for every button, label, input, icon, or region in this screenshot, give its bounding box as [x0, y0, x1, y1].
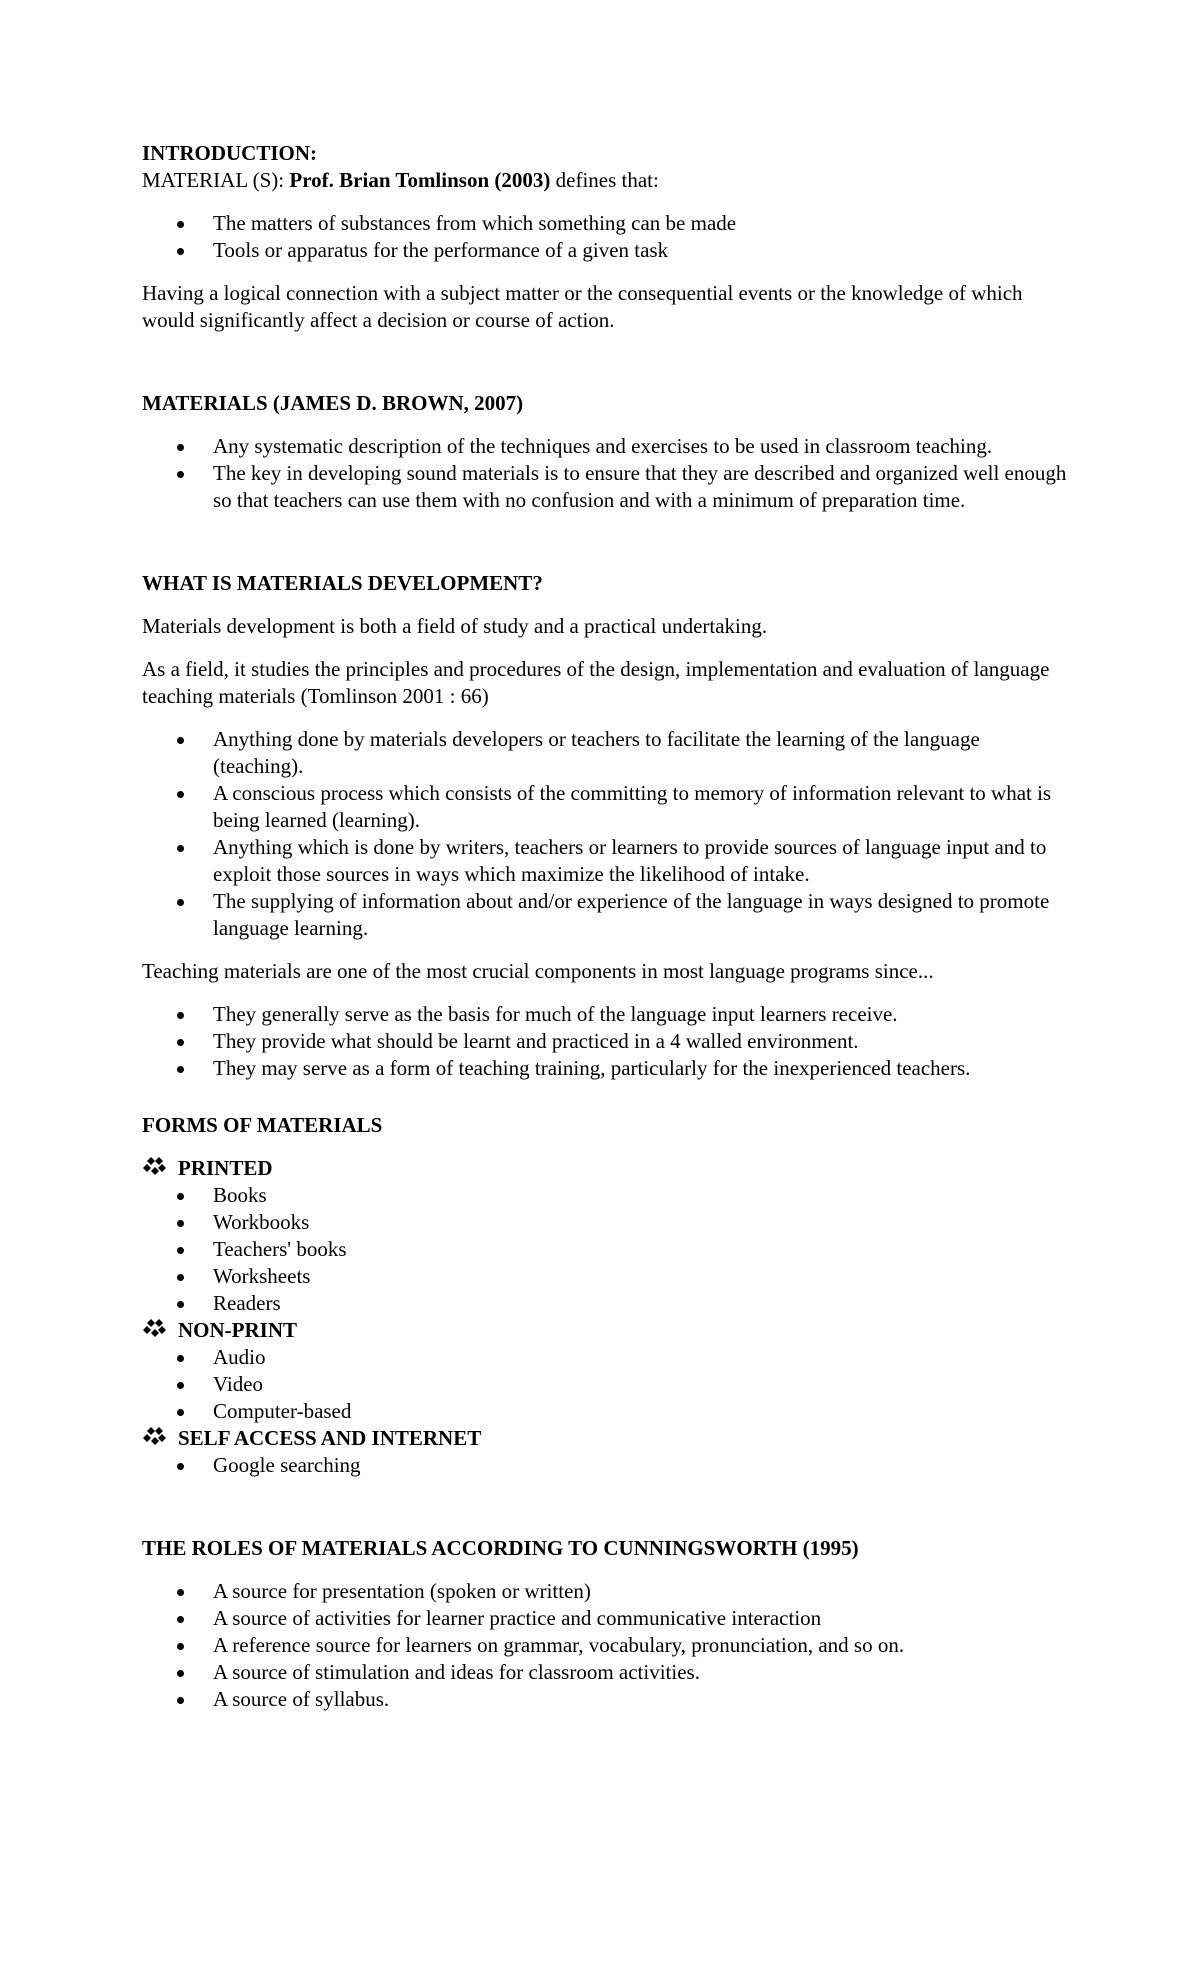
bullet-icon [177, 1589, 184, 1596]
forms-non-print-list [142, 1344, 1072, 1425]
bullet-icon [177, 1066, 184, 1073]
development-paragraph-3: Teaching materials are one of the most crucial components in most language programs since... [142, 959, 934, 983]
list-item: A conscious process which consists of the committing to memory of information relevant to what is being learned (learning). [142, 780, 1072, 834]
list-item: They provide what should be learnt and practiced in a 4 walled environment. [142, 1028, 1072, 1055]
material-definition-line [142, 167, 1072, 194]
bullet-icon [177, 1670, 184, 1677]
bullet-icon [177, 471, 184, 478]
list-item: Worksheets [142, 1263, 1072, 1290]
introduction-section [142, 140, 1072, 334]
list-item: Workbooks [142, 1209, 1072, 1236]
bullet-icon [177, 899, 184, 906]
forms-printed-list [142, 1182, 1072, 1317]
forms-group-printed [142, 1155, 1072, 1182]
bullet-icon [177, 248, 184, 255]
development-section [142, 570, 1072, 1082]
material-author: Prof. Brian Tomlinson (2003) [289, 168, 551, 192]
bullet-icon [177, 444, 184, 451]
bullet-icon [177, 1220, 184, 1227]
list-item: They may serve as a form of teaching training, particularly for the inexperienced teachers. [142, 1055, 1072, 1082]
bullet-icon [177, 1409, 184, 1416]
bullet-icon [177, 1382, 184, 1389]
forms-group-non-print [142, 1317, 1072, 1344]
development-paragraph-1: Materials development is both a field of study and a practical undertaking. [142, 614, 768, 638]
bullet-icon [177, 1193, 184, 1200]
bullet-icon [177, 737, 184, 744]
list-item: A source of activities for learner practice and communicative interaction [142, 1605, 1072, 1632]
list-item: A reference source for learners on grammar, vocabulary, pronunciation, and so on. [142, 1632, 1072, 1659]
list-item: A source for presentation (spoken or written) [142, 1578, 1072, 1605]
bullet-icon [177, 1039, 184, 1046]
list-item: Video [142, 1371, 1072, 1398]
development-bullet-list [142, 726, 1072, 942]
list-item: Books [142, 1182, 1072, 1209]
brown-heading: MATERIALS (JAMES D. BROWN, 2007) [142, 391, 524, 415]
bullet-icon [177, 1247, 184, 1254]
diamond-bullet-icon [142, 1155, 168, 1182]
bullet-icon [177, 1301, 184, 1308]
bullet-icon [177, 845, 184, 852]
forms-group-title: SELF ACCESS AND INTERNET [178, 1426, 482, 1450]
list-item: Anything done by materials developers or teachers to facilitate the learning of the language (teaching). [142, 726, 1072, 780]
bullet-icon [177, 221, 184, 228]
forms-group-title: NON-PRINT [178, 1318, 297, 1342]
bullet-icon [177, 1355, 184, 1362]
development-bullet-list-2 [142, 1001, 1072, 1082]
introduction-heading: INTRODUCTION: [142, 141, 318, 165]
list-item: The supplying of information about and/or experience of the language in ways designed to promote language learning. [142, 888, 1072, 942]
forms-group-title: PRINTED [178, 1156, 273, 1180]
list-item: Computer-based [142, 1398, 1072, 1425]
bullet-icon [177, 1274, 184, 1281]
list-item: Anything which is done by writers, teachers or learners to provide sources of language input and to exploit those sources in ways which maximize the likelihood of intake. [142, 834, 1072, 888]
list-item: Readers [142, 1290, 1072, 1317]
list-item: The key in developing sound materials is to ensure that they are described and organized well enough so that teachers can use them with no confusion and with a minimum of preparation time. [142, 460, 1072, 514]
diamond-bullet-icon [142, 1317, 168, 1344]
brown-section [142, 390, 1072, 514]
roles-bullet-list [142, 1578, 1072, 1713]
bullet-icon [177, 1616, 184, 1623]
development-heading: WHAT IS MATERIALS DEVELOPMENT? [142, 571, 543, 595]
forms-section [142, 1112, 1072, 1479]
list-item: The matters of substances from which something can be made [142, 210, 1072, 237]
list-item: Any systematic description of the techniques and exercises to be used in classroom teaching. [142, 433, 1072, 460]
list-item: Audio [142, 1344, 1072, 1371]
list-item: A source of stimulation and ideas for classroom activities. [142, 1659, 1072, 1686]
bullet-icon [177, 1012, 184, 1019]
list-item: They generally serve as the basis for much of the language input learners receive. [142, 1001, 1072, 1028]
material-suffix: defines that: [550, 168, 659, 192]
list-item: Tools or apparatus for the performance of a given task [142, 237, 1072, 264]
introduction-bullet-list [142, 210, 1072, 264]
list-item: A source of syllabus. [142, 1686, 1072, 1713]
bullet-icon [177, 1463, 184, 1470]
bullet-icon [177, 1697, 184, 1704]
development-paragraph-2: As a field, it studies the principles and procedures of the design, implementation and evaluation of language teaching materials (Tomlinson 2001 : 66) [142, 657, 1050, 708]
diamond-bullet-icon [142, 1425, 168, 1452]
bullet-icon [177, 1643, 184, 1650]
material-prefix: MATERIAL (S): [142, 168, 290, 192]
list-item: Google searching [142, 1452, 1072, 1479]
introduction-paragraph: Having a logical connection with a subject matter or the consequential events or the knowledge of which would significantly affect a decision or course of action. [142, 281, 1023, 332]
roles-section [142, 1535, 1072, 1713]
forms-group-self-access [142, 1425, 1072, 1452]
bullet-icon [177, 791, 184, 798]
forms-heading: FORMS OF MATERIALS [142, 1113, 383, 1137]
brown-bullet-list [142, 433, 1072, 514]
roles-heading: THE ROLES OF MATERIALS ACCORDING TO CUNNINGSWORTH (1995) [142, 1536, 859, 1560]
forms-self-access-list [142, 1452, 1072, 1479]
document-body [142, 140, 1072, 1713]
list-item: Teachers' books [142, 1236, 1072, 1263]
